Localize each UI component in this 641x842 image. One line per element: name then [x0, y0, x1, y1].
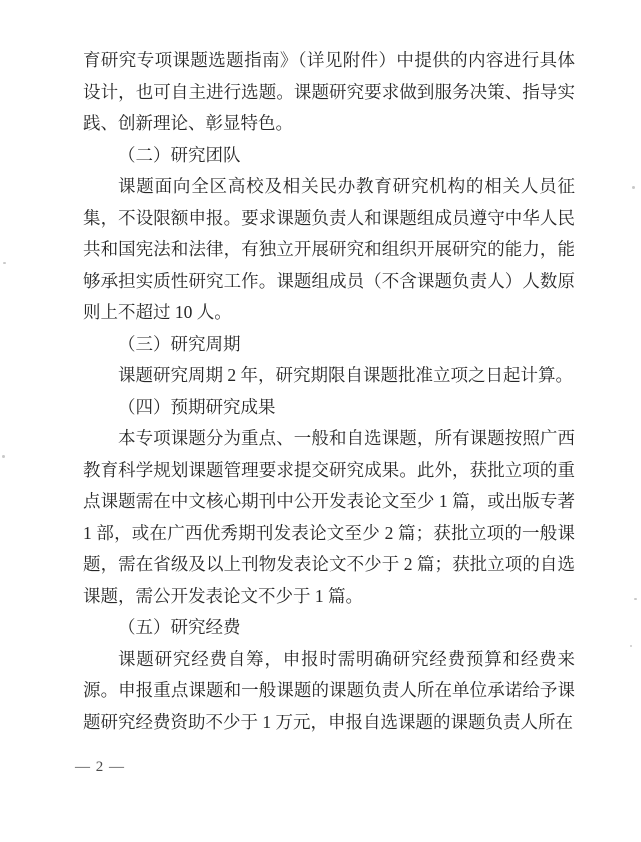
body-paragraph: 课题研究周期 2 年，研究期限自课题批准立项之日起计算。	[118, 365, 573, 385]
scan-speck	[634, 598, 637, 600]
page-number: — 2 —	[75, 759, 125, 775]
scan-speck	[2, 455, 5, 458]
section-heading: （四）预期研究成果	[118, 396, 276, 417]
scan-speck	[632, 186, 635, 189]
section-heading: （五）研究经费	[118, 617, 241, 637]
body-paragraph: 育研究专项课题选题指南》（详见附件）中提供的内容进行具体设计，也可自主进行选题。课题研究要求做到服务决策、指导实践、创新理论、彰显特色。	[83, 50, 575, 133]
document-body	[83, 45, 575, 738]
scan-speck	[630, 645, 632, 647]
body-paragraph: 课题面向全区高校及相关民办教育研究机构的相关人员征集，不设限额申报。要求课题负责人和课题组成员遵守中华人民共和国宪法和法律，有独立开展研究和组织开展研究的能力，能够承担实质性研究工作。课题组成员（不含课题负责人）人数原则上不超过 10 人。	[83, 176, 575, 322]
section-heading: （二）研究团队	[118, 144, 241, 165]
body-paragraph: 课题研究经费自筹，申报时需明确研究经费预算和经费来源。申报重点课题和一般课题的课题负责人所在单位承诺给予课题研究经费资助不少于 1 万元，申报自选课题的课题负责人所在	[83, 648, 575, 732]
body-paragraph: 本专项课题分为重点、一般和自选课题，所有课题按照广西教育科学规划课题管理要求提交研究成果。此外，获批立项的重点课题需在中文核心期刊中公开发表论文至少 1 篇，或出版专著 1 部，或在广西优秀期刊发表论文至少 2 篇；获批立项的一般课题，需在省级及以上刊物发表论文不少于 2 篇；获批立项的自选课题，需公开发表论文不少于 1 篇。	[83, 428, 575, 606]
section-heading: （三）研究周期	[118, 333, 241, 354]
scan-speck	[3, 262, 6, 264]
